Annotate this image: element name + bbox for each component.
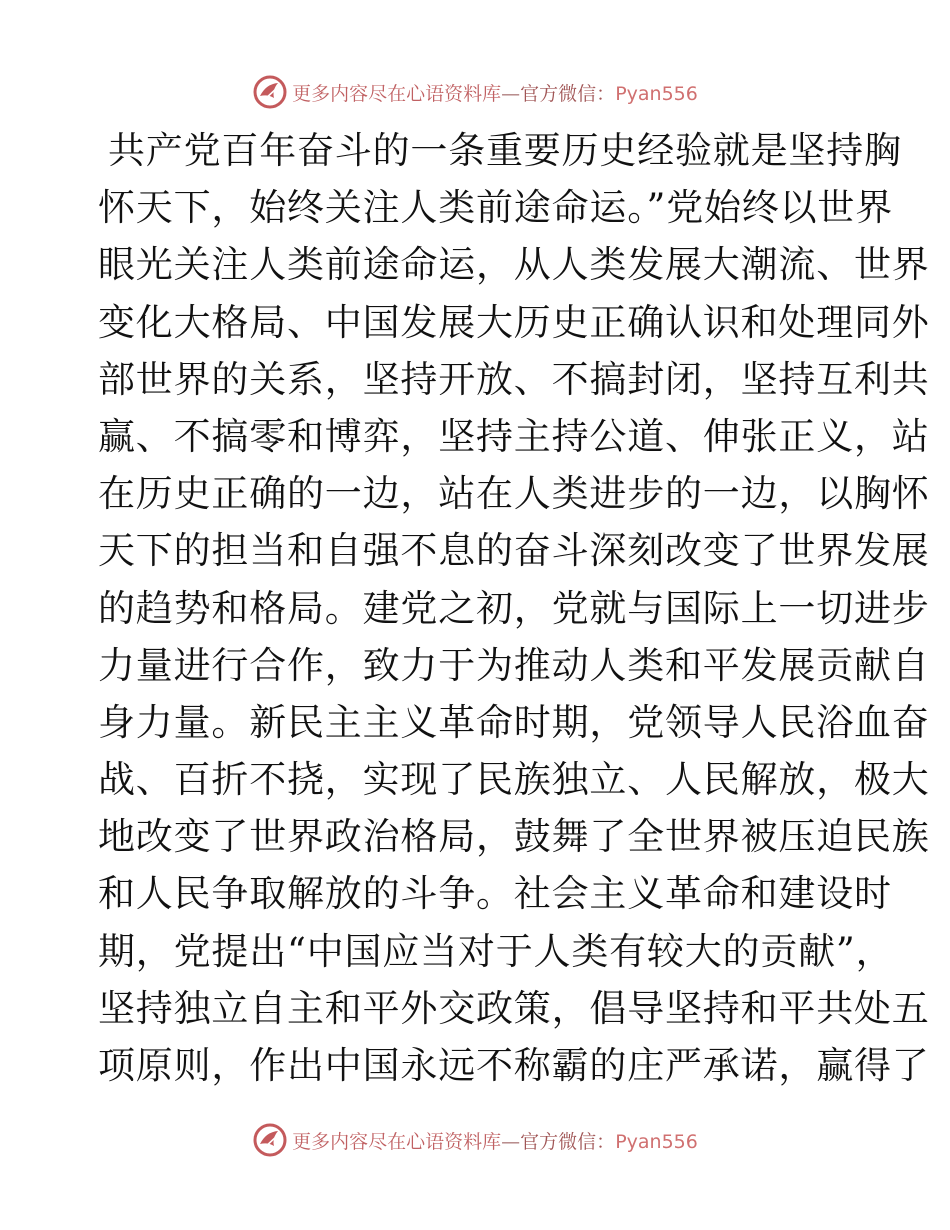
body-line: 变化大格局、中国发展大历史正确认识和处理同外 xyxy=(98,300,930,344)
article-body xyxy=(98,122,930,1094)
header-text xyxy=(292,79,698,106)
body-line: 在历史正确的一边，站在人类进步的一边，以胸怀 xyxy=(98,472,930,516)
body-line: 力量进行合作，致力于为推动人类和平发展贡献自 xyxy=(98,643,930,687)
book-logo-icon xyxy=(252,1122,288,1158)
footer-wechat-id: Pyan556 xyxy=(615,1130,698,1153)
header-banner xyxy=(0,72,950,112)
body-line: 共产党百年奋斗的一条重要历史经验就是坚持胸 xyxy=(108,129,902,172)
header-wechat-id: Pyan556 xyxy=(615,82,698,105)
header-separator: — xyxy=(501,82,521,105)
body-line: 战、百折不挠，实现了民族独立、人民解放，极大 xyxy=(98,758,930,802)
body-line: 身力量。新民主主义革命时期，党领导人民浴血奋 xyxy=(98,700,930,744)
body-line: 期，党提出“中国应当对于人类有较大的贡献”， xyxy=(98,929,894,973)
body-line: 怀天下，始终关注人类前途命运。”党始终以世界 xyxy=(98,186,894,230)
footer-text xyxy=(292,1127,698,1154)
footer-wechat-label: 官方微信： xyxy=(520,1130,616,1153)
footer-banner xyxy=(0,1120,950,1160)
footer-site-text: 更多内容尽在心语资料库 xyxy=(292,1130,502,1153)
body-line: 眼光关注人类前途命运，从人类发展大潮流、世界 xyxy=(98,243,930,287)
body-line: 和人民争取解放的斗争。社会主义革命和建设时 xyxy=(98,872,892,916)
book-logo-icon xyxy=(252,74,288,110)
body-line: 天下的担当和自强不息的奋斗深刻改变了世界发展 xyxy=(98,529,930,573)
body-line: 地改变了世界政治格局，鼓舞了全世界被压迫民族 xyxy=(98,815,930,859)
body-line: 赢、不搞零和博弈，坚持主持公道、伸张正义，站 xyxy=(98,414,930,458)
body-line: 的趋势和格局。建党之初，党就与国际上一切进步 xyxy=(98,586,930,630)
body-line: 项原则，作出中国永远不称霸的庄严承诺，赢得了 xyxy=(98,1044,930,1087)
header-wechat-label: 官方微信： xyxy=(520,82,616,105)
footer-separator: — xyxy=(501,1130,521,1153)
body-line: 部世界的关系，坚持开放、不搞封闭，坚持互利共 xyxy=(98,357,930,401)
header-site-text: 更多内容尽在心语资料库 xyxy=(292,82,502,105)
body-line: 坚持独立自主和平外交政策，倡导坚持和平共处五 xyxy=(98,986,930,1030)
